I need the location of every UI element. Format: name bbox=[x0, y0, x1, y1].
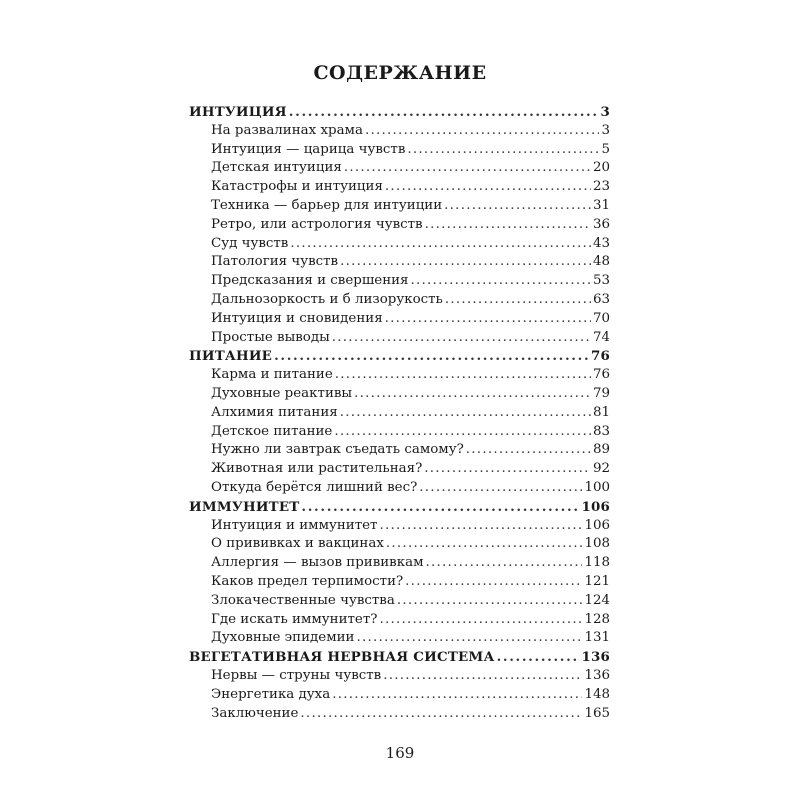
toc-section-entry bbox=[189, 347, 610, 366]
toc-entry bbox=[189, 441, 610, 460]
toc-entry bbox=[189, 235, 610, 254]
toc-entry bbox=[189, 629, 610, 648]
toc-section-entry bbox=[189, 648, 610, 667]
toc-entry-page: 74 bbox=[592, 329, 610, 345]
toc-entry bbox=[189, 197, 610, 216]
toc-entry bbox=[189, 667, 610, 686]
toc-entry-page: 106 bbox=[584, 517, 610, 533]
dot-leader bbox=[419, 479, 582, 498]
toc-entry bbox=[189, 517, 610, 536]
toc-entry-title: ПИТАНИЕ bbox=[189, 348, 273, 365]
toc-entry-title: Детское питание bbox=[211, 423, 333, 439]
toc-entry-title: О прививках и вакцинах bbox=[211, 536, 384, 552]
toc-entry-page: 128 bbox=[584, 611, 610, 627]
toc-entry-title: ИНТУИЦИЯ bbox=[189, 104, 287, 120]
dot-leader bbox=[383, 667, 582, 686]
toc-entry-title: Интуиция — царица чувств bbox=[211, 141, 406, 157]
toc-entry-page: 48 bbox=[592, 254, 610, 270]
toc-entry bbox=[189, 291, 610, 310]
toc-entry bbox=[189, 385, 610, 404]
toc-entry bbox=[189, 423, 610, 442]
toc-entry-page: 136 bbox=[584, 667, 610, 683]
toc-entry-title: Алхимия питания bbox=[211, 404, 338, 420]
dot-leader bbox=[332, 686, 582, 705]
toc-entry bbox=[189, 272, 610, 291]
dot-leader bbox=[334, 423, 591, 442]
toc-entry-title: Духовные реактивы bbox=[211, 385, 353, 401]
toc-entry-page: 20 bbox=[592, 160, 610, 176]
dot-leader bbox=[386, 535, 583, 554]
toc-entry-page: 43 bbox=[592, 235, 610, 251]
toc-entry-title: Животная или растительная? bbox=[211, 461, 423, 477]
toc-entry-page: 31 bbox=[592, 197, 610, 213]
toc-entry-page: 124 bbox=[584, 592, 610, 608]
toc-entry bbox=[189, 479, 610, 498]
toc-entry bbox=[189, 216, 610, 235]
toc-entry-page: 148 bbox=[584, 686, 610, 702]
dot-leader bbox=[289, 103, 599, 122]
toc-entry-page: 76 bbox=[592, 367, 610, 383]
dot-leader bbox=[365, 122, 600, 141]
toc-entry-title: Суд чувств bbox=[211, 235, 289, 251]
dot-leader bbox=[379, 611, 582, 630]
toc-entry-title: Заключение bbox=[211, 705, 299, 721]
toc-entry-title: Каков предел терпимости? bbox=[211, 573, 404, 589]
dot-leader bbox=[424, 460, 591, 479]
toc-entry-title: Нервы — струны чувств bbox=[211, 667, 382, 683]
toc-entry bbox=[189, 310, 610, 329]
toc-entry-title: Энергетика духа bbox=[211, 686, 331, 702]
toc-entry-title: Где искать иммунитет? bbox=[211, 611, 378, 627]
dot-leader bbox=[379, 517, 582, 536]
dot-leader bbox=[274, 347, 589, 366]
toc-entry-page: 118 bbox=[584, 555, 610, 571]
dot-leader bbox=[344, 159, 591, 178]
dot-leader bbox=[407, 141, 599, 160]
toc-entry-title: Интуиция и сновидения bbox=[211, 310, 383, 326]
toc-entry bbox=[189, 611, 610, 630]
dot-leader bbox=[405, 573, 582, 592]
dot-leader bbox=[411, 272, 591, 291]
toc-entry-page: 92 bbox=[592, 461, 610, 477]
toc-entry-page: 63 bbox=[592, 291, 610, 307]
toc-entry bbox=[189, 705, 610, 724]
toc-entry-page: 81 bbox=[592, 404, 610, 420]
toc-entry-title: Карма и питание bbox=[211, 367, 333, 383]
toc-entry bbox=[189, 686, 610, 705]
dot-leader bbox=[340, 404, 591, 423]
toc-entry bbox=[189, 366, 610, 385]
toc-entry-title: Детская интуиция bbox=[211, 160, 342, 176]
dot-leader bbox=[354, 385, 591, 404]
toc-entry-page: 79 bbox=[592, 385, 610, 401]
toc-entry-page: 89 bbox=[592, 442, 610, 458]
dot-leader bbox=[385, 178, 591, 197]
toc-entry-title: Злокачественные чувства bbox=[211, 592, 395, 608]
toc-entry bbox=[189, 253, 610, 272]
toc-section-entry bbox=[189, 103, 610, 122]
toc-entry-title: Откуда берётся лишний вес? bbox=[211, 479, 418, 495]
toc-entry-page: 53 bbox=[592, 273, 610, 289]
toc-entry bbox=[189, 159, 610, 178]
toc-entry-title: Патология чувств bbox=[211, 254, 339, 270]
toc-section-entry bbox=[189, 498, 610, 517]
toc-entry bbox=[189, 535, 610, 554]
dot-leader bbox=[332, 329, 591, 348]
dot-leader bbox=[497, 648, 580, 667]
toc-entry-title: Техника — барьер для интуиции bbox=[211, 197, 443, 213]
dot-leader bbox=[340, 253, 591, 272]
toc-entry bbox=[189, 592, 610, 611]
toc-entry bbox=[189, 141, 610, 160]
toc-entry-page: 108 bbox=[584, 536, 610, 552]
toc-entry-page: 121 bbox=[584, 573, 610, 589]
toc-entry-page: 83 bbox=[592, 423, 610, 439]
dot-leader bbox=[290, 235, 591, 254]
toc-entry-title: Ретро, или астрология чувств bbox=[211, 216, 423, 232]
toc-entry bbox=[189, 573, 610, 592]
toc-entry bbox=[189, 122, 610, 141]
page-title: СОДЕРЖАНИЕ bbox=[313, 62, 487, 84]
toc-entry-page: 3 bbox=[600, 104, 610, 120]
toc-entry-title: Дальнозоркость и б лизорукость bbox=[211, 291, 443, 307]
toc-entry-page: 136 bbox=[581, 649, 610, 666]
toc-entry bbox=[189, 178, 610, 197]
toc-entry-title: На развалинах храма bbox=[211, 122, 363, 138]
toc-entry-page: 23 bbox=[592, 179, 610, 195]
toc-entry-title: Аллергия — вызов прививкам bbox=[211, 555, 424, 571]
dot-leader bbox=[301, 498, 579, 517]
toc-entry-page: 106 bbox=[581, 498, 610, 515]
toc-entry bbox=[189, 404, 610, 423]
toc-entry-title: Катастрофы и интуиция bbox=[211, 179, 383, 195]
toc-entry-page: 131 bbox=[584, 630, 610, 646]
toc-entry bbox=[189, 329, 610, 348]
toc-entry-page: 165 bbox=[584, 705, 610, 721]
toc-entry-title: Предсказания и свершения bbox=[211, 273, 409, 289]
dot-leader bbox=[444, 197, 591, 216]
toc-entry-page: 3 bbox=[601, 122, 610, 138]
dot-leader bbox=[356, 629, 582, 648]
toc-entry bbox=[189, 460, 610, 479]
toc-entry-title: Интуиция и иммунитет bbox=[211, 517, 378, 533]
toc-entry-page: 100 bbox=[584, 479, 610, 495]
toc-entry-page: 76 bbox=[590, 348, 610, 365]
page-number: 169 bbox=[385, 744, 415, 762]
toc-entry bbox=[189, 554, 610, 573]
dot-leader bbox=[300, 705, 582, 724]
toc-entry-page: 5 bbox=[601, 141, 610, 157]
toc-entry-page: 36 bbox=[592, 216, 610, 232]
dot-leader bbox=[397, 592, 583, 611]
dot-leader bbox=[425, 216, 591, 235]
dot-leader bbox=[426, 554, 583, 573]
dot-leader bbox=[385, 310, 591, 329]
table-of-contents bbox=[189, 103, 610, 723]
toc-entry-title: ВЕГЕТАТИВНАЯ НЕРВНАЯ СИСТЕМА bbox=[189, 649, 495, 666]
toc-entry-title: ИММУНИТЕТ bbox=[189, 498, 300, 515]
toc-entry-title: Нужно ли завтрак съедать самому? bbox=[211, 442, 464, 458]
toc-entry-title: Духовные эпидемии bbox=[211, 630, 355, 646]
dot-leader bbox=[335, 366, 591, 385]
toc-entry-page: 70 bbox=[592, 310, 610, 326]
dot-leader bbox=[466, 441, 591, 460]
dot-leader bbox=[445, 291, 591, 310]
toc-entry-title: Простые выводы bbox=[211, 329, 330, 345]
